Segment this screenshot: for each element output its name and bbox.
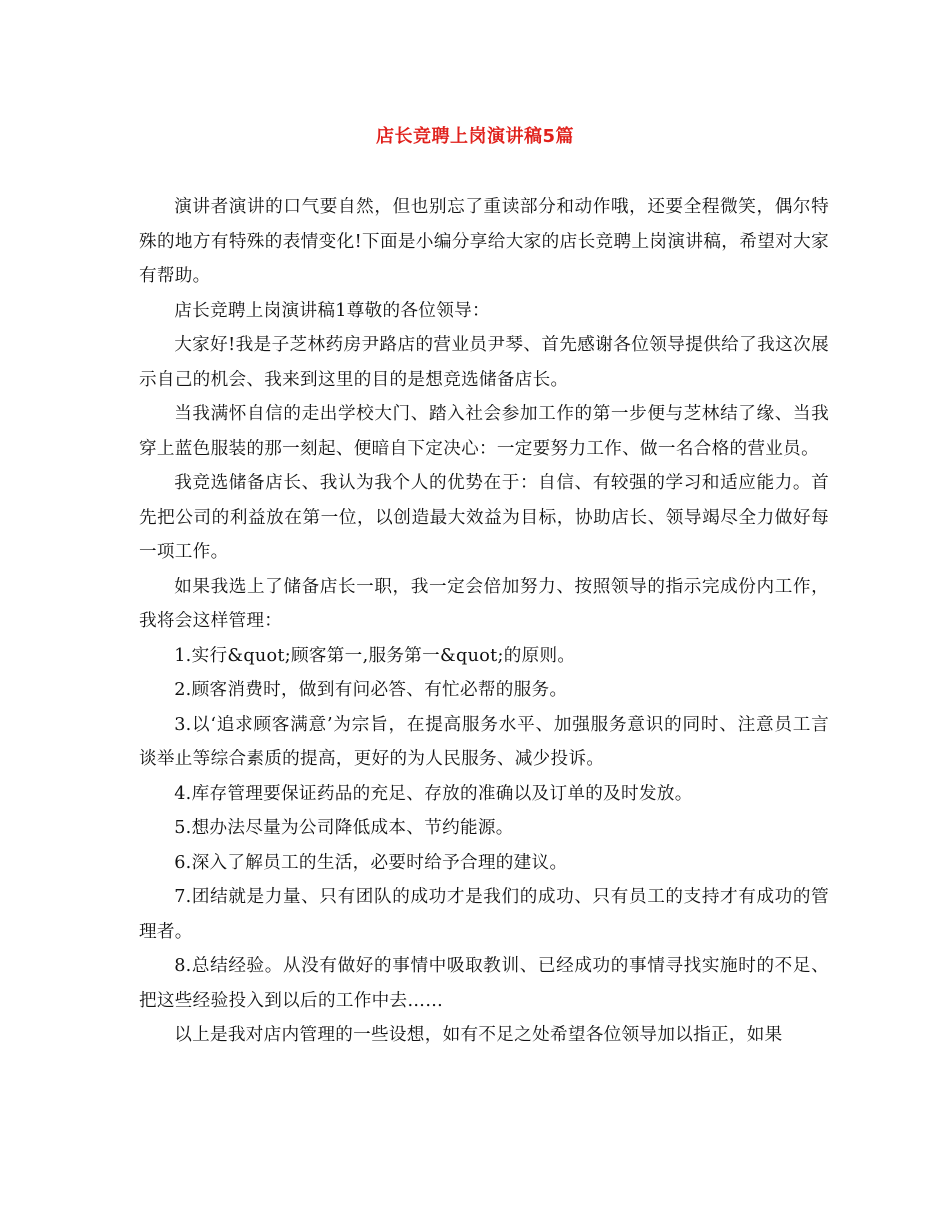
paragraph-greeting: 大家好!我是子芝林药房尹路店的营业员尹琴、首先感谢各位领导提供给了我这次展示自己的机会、我来到这里的目的是想竞选储备店长。 bbox=[139, 335, 829, 390]
list-item-4: 4.库存管理要保证药品的充足、存放的准确以及订单的及时发放。 bbox=[174, 783, 693, 804]
list-item-5: 5.想办法尽量为公司降低成本、节约能源。 bbox=[174, 818, 514, 838]
list-item-3: 3.以‘追求顾客满意’为宗旨，在提高服务水平、加强服务意识的同时、注意员工言谈举止等综合素质的提高，更好的为人民服务、减少投诉。 bbox=[139, 714, 829, 769]
document-body bbox=[139, 190, 829, 1053]
list-item-7: 7.团结就是力量、只有团队的成功才是我们的成功、只有员工的支持才有成功的管理者。 bbox=[139, 887, 829, 942]
list-item-1: 1.实行&quot;顾客第一,服务第一&quot;的原则。 bbox=[174, 645, 576, 666]
document-title: 店长竞聘上岗演讲稿5篇 bbox=[375, 126, 575, 147]
list-item-2: 2.顾客消费时，做到有问必答、有忙必帮的服务。 bbox=[174, 680, 568, 700]
list-item-6: 6.深入了解员工的生活，必要时给予合理的建议。 bbox=[174, 852, 568, 873]
paragraph-plan-intro: 如果我选上了储备店长一职，我一定会倍加努力、按照领导的指示完成份内工作，我将会这样管理： bbox=[139, 576, 829, 631]
paragraph-speech-heading: 店长竞聘上岗演讲稿1尊敬的各位领导： bbox=[174, 300, 490, 321]
paragraph-intro: 演讲者演讲的口气要自然，但也别忘了重读部分和动作哦，还要全程微笑，偶尔特殊的地方有特殊的表情变化!下面是小编分享给大家的店长竞聘上岗演讲稿，希望对大家有帮助。 bbox=[139, 197, 829, 286]
paragraph-strengths: 我竞选储备店长、我认为我个人的优势在于：自信、有较强的学习和适应能力。首先把公司的利益放在第一位，以创造最大效益为目标，协助店长、领导竭尽全力做好每一项工作。 bbox=[139, 473, 829, 562]
paragraph-background: 当我满怀自信的走出学校大门、踏入社会参加工作的第一步便与芝林结了缘、当我穿上蓝色服装的那一刻起、便暗自下定决心：一定要努力工作、做一名合格的营业员。 bbox=[139, 404, 829, 459]
paragraph-closing: 以上是我对店内管理的一些设想，如有不足之处希望各位领导加以指正，如果 bbox=[174, 1025, 783, 1045]
list-item-8: 8.总结经验。从没有做好的事情中吸取教训、已经成功的事情寻找实施时的不足、把这些经验投入到以后的工作中去…… bbox=[139, 956, 829, 1011]
